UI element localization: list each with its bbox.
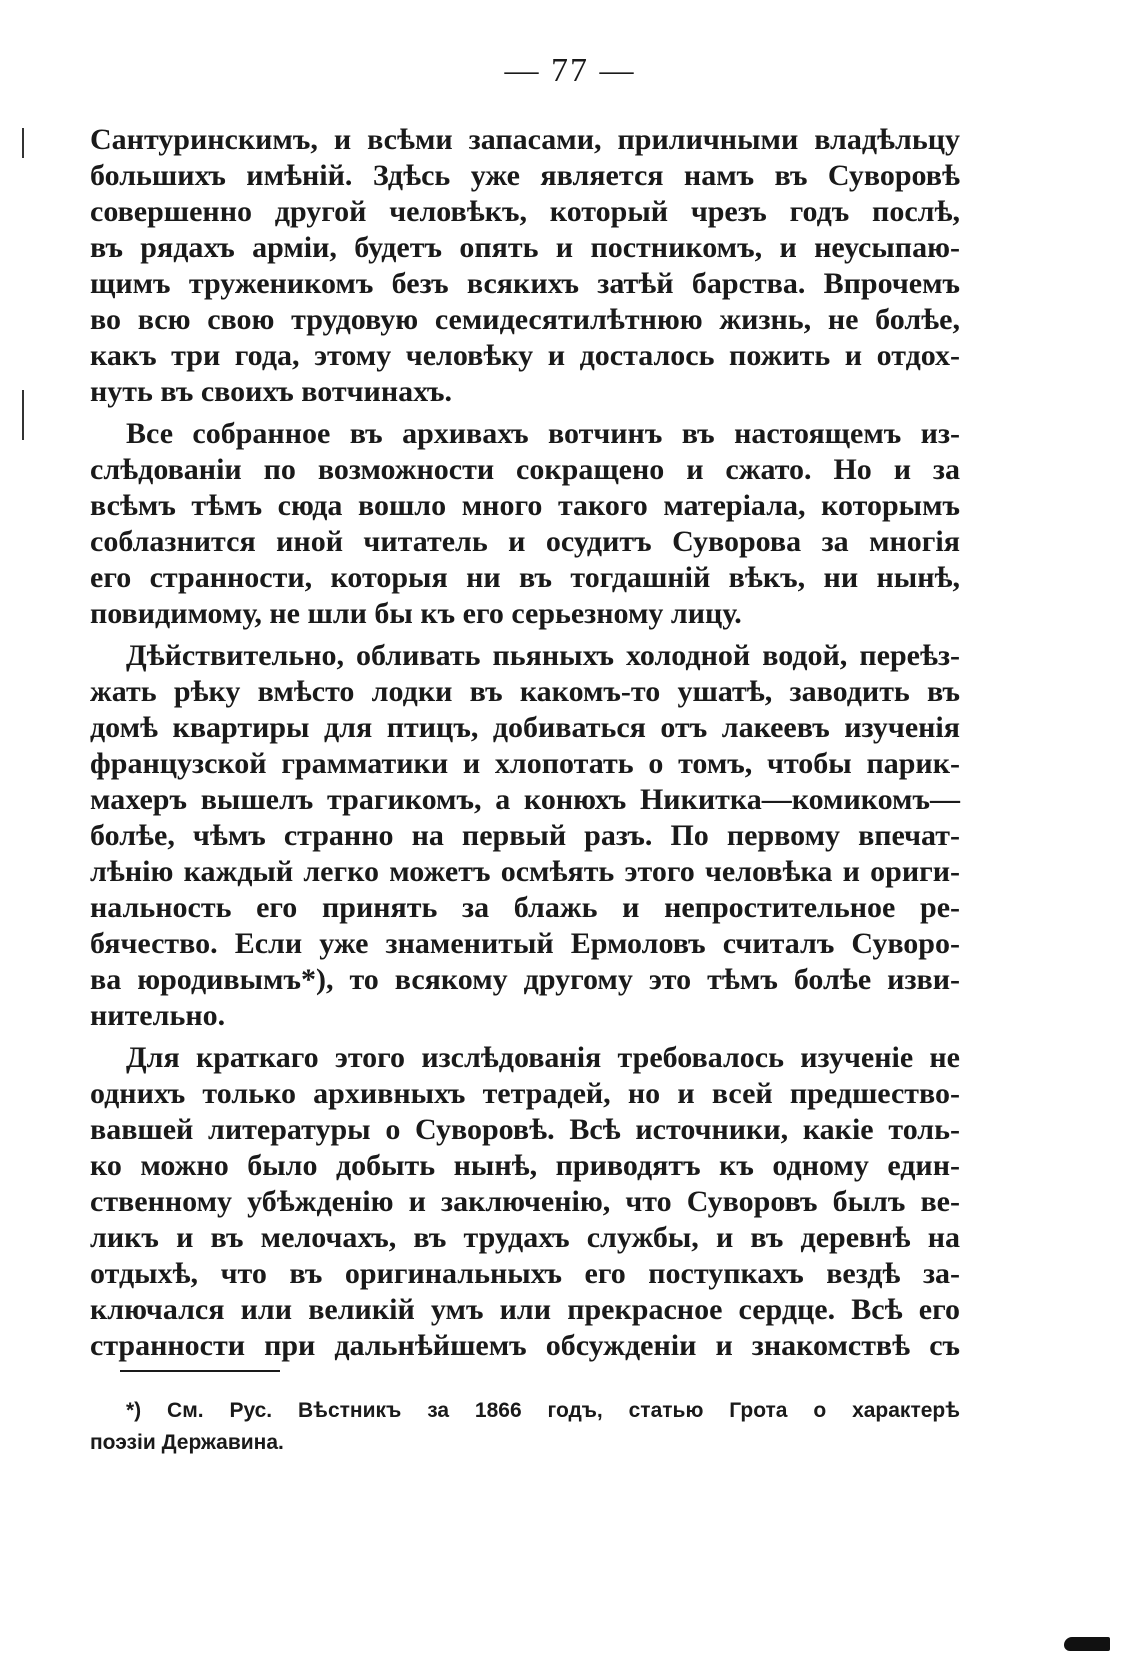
ink-blot	[1064, 1637, 1110, 1651]
text-line: совершенно другой человѣкъ, который чрезъ годъ послѣ,	[90, 195, 960, 228]
text-line: Сантуринскимъ, и всѣми запасами, приличными владѣльцу	[90, 123, 960, 156]
footnote-divider	[120, 1370, 280, 1372]
text-line: во всю свою трудовую семидесятилѣтнюю жизнь, не болѣе,	[90, 303, 960, 336]
text-line: Дѣйствительно, обливать пьяныхъ холодной водой, переѣз-	[126, 639, 960, 672]
text-line: болѣе, чѣмъ странно на первый разъ. По первому впечат-	[90, 819, 960, 852]
text-line: ва юродивымъ*), то всякому другому это тѣмъ болѣе изви-	[90, 963, 960, 996]
text-line: Для краткаго этого изслѣдованія требовалось изученіе не	[126, 1041, 960, 1074]
text-line: всѣмъ тѣмъ сюда вошло много такого матеріала, которымъ	[90, 489, 960, 522]
footnote	[90, 1395, 960, 1459]
text-line: нуть въ своихъ вотчинахъ.	[90, 375, 452, 408]
text-line: домѣ квартиры для птицъ, добиваться отъ лакеевъ изученія	[90, 711, 960, 744]
text-line: какъ три года, этому человѣку и досталось пожить и отдох-	[90, 339, 960, 372]
text-line: въ рядахъ арміи, будетъ опять и постникомъ, и неусыпаю-	[90, 231, 960, 264]
body-text	[90, 122, 960, 1370]
text-line: Все собранное въ архивахъ вотчинъ въ настоящемъ из-	[126, 417, 960, 450]
text-line: однихъ только архивныхъ тетрадей, но и всей предшество-	[90, 1077, 960, 1110]
text-line: слѣдованіи по возможности сокращено и сжато. Но и за	[90, 453, 960, 486]
paragraph	[90, 1040, 960, 1364]
text-line: странности при дальнѣйшемъ обсужденіи и знакомствѣ съ	[90, 1329, 960, 1362]
margin-mark	[22, 128, 24, 158]
text-line: большихъ имѣній. Здѣсь уже является намъ въ Суворовѣ	[90, 159, 960, 192]
text-line: ключался или великій умъ или прекрасное сердце. Всѣ его	[90, 1293, 960, 1326]
text-line: лѣнію каждый легко можетъ осмѣять этого человѣка и ориги-	[90, 855, 960, 888]
text-line: отдыхѣ, что въ оригинальныхъ его поступкахъ вездѣ за-	[90, 1257, 960, 1290]
paragraph	[90, 416, 960, 632]
margin-mark	[22, 390, 24, 440]
paragraph	[90, 122, 960, 410]
text-line: вавшей литературы о Суворовѣ. Всѣ источники, какіе толь-	[90, 1113, 960, 1146]
text-line: нительно.	[90, 999, 226, 1032]
text-line: ликъ и въ мелочахъ, въ трудахъ службы, и въ деревнѣ на	[90, 1221, 960, 1254]
text-line: его странности, которыя ни въ тогдашній вѣкъ, ни нынѣ,	[90, 561, 960, 594]
page-number: — 77 —	[504, 52, 636, 89]
text-line: махеръ вышелъ трагикомъ, а конюхъ Никитка—комикомъ—	[90, 783, 960, 816]
text-line: ственному убѣжденію и заключенію, что Суворовъ былъ ве-	[90, 1185, 960, 1218]
text-line: соблазнится иной читатель и осудитъ Суворова за многія	[90, 525, 960, 558]
text-line: французской грамматики и хлопотать о томъ, чтобы парик-	[90, 747, 960, 780]
text-line: ко можно было добыть нынѣ, приводятъ къ одному един-	[90, 1149, 960, 1182]
footnote-line: *) См. Рус. Вѣстникъ за 1866 годъ, статью Грота о характерѣ	[126, 1399, 960, 1422]
text-line: нальность его принять за блажь и непростительное ре-	[90, 891, 960, 924]
text-line: жать рѣку вмѣсто лодки въ какомъ-то ушатѣ, заводить въ	[90, 675, 960, 708]
text-line: повидимому, не шли бы къ его серьезному лицу.	[90, 597, 742, 630]
paragraph	[90, 638, 960, 1034]
footnote-line: поэзіи Державина.	[90, 1431, 284, 1454]
text-line: бячество. Если уже знаменитый Ермоловъ считалъ Суворо-	[90, 927, 960, 960]
text-line: щимъ труженикомъ безъ всякихъ затѣй барства. Впрочемъ	[90, 267, 960, 300]
